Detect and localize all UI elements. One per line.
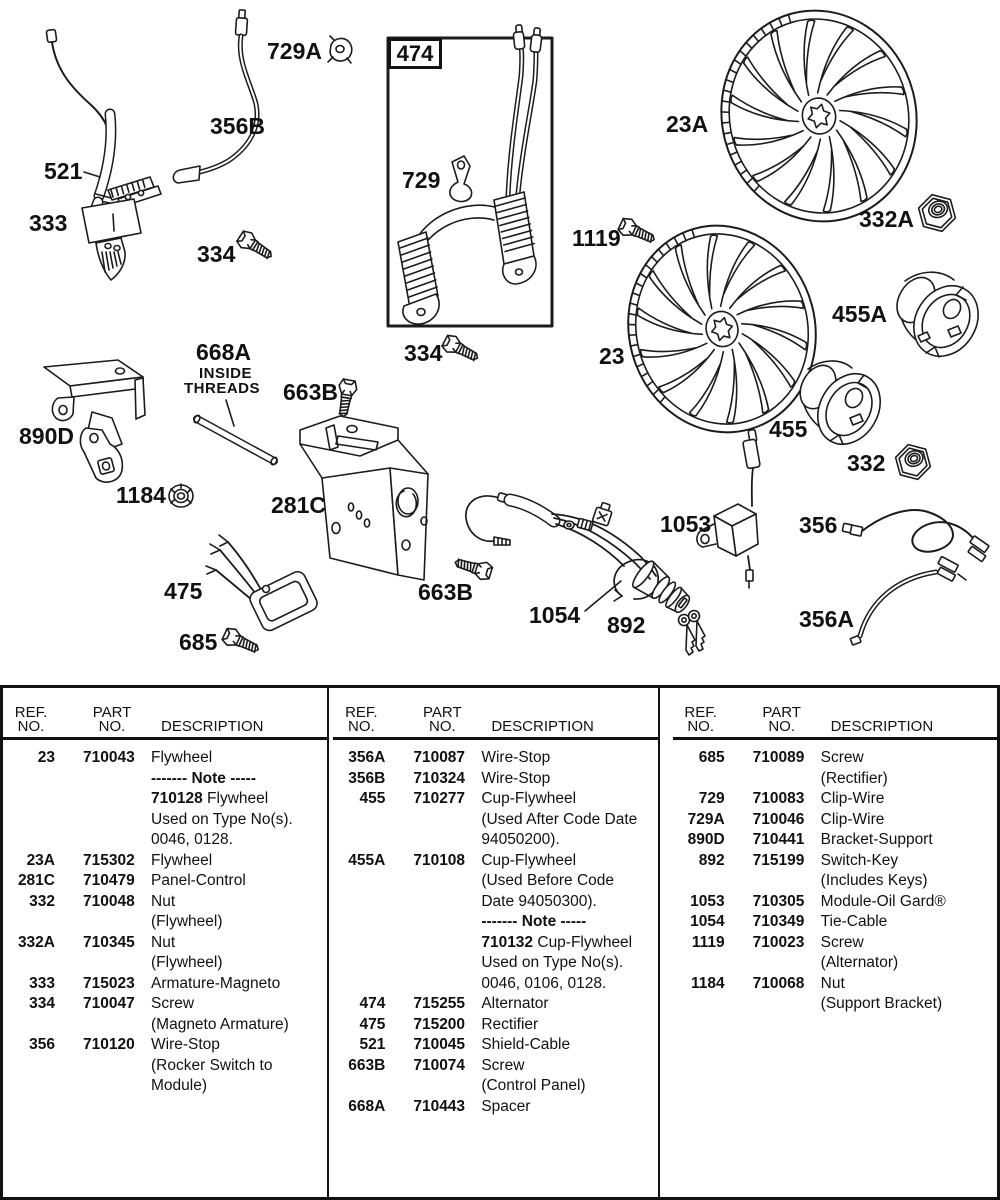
parts-table-row: 455A 710108 Cup-Flywheel [348,851,577,869]
alternator-box-label: 474 [388,38,442,69]
parts-table-row: 332A 710345 Nut [17,933,176,951]
part-label-1054: 1054 [529,602,581,628]
part-label-23: 23 [599,343,625,369]
part-label-356a: 356A [799,606,854,632]
part-label-1184: 1184 [116,482,166,508]
parts-table-row: 475 715200 Rectifier [359,1015,539,1033]
parts-table-row: Module) [151,1077,207,1094]
parts-table-row: (Rectifier) [820,769,888,787]
parts-table-row: 1054 710349 Tie-Cable [690,913,888,930]
part-label-890d: 890D [19,423,74,449]
part-no-header: PART NO. [423,704,462,735]
description-header: DESCRIPTION [830,718,934,735]
parts-table-row: 0046, 0128. [151,831,233,848]
parts-table-row: 668A 710443 Spacer [348,1097,531,1115]
parts-table-row: 281C 710479 Panel-Control [17,872,246,889]
parts-table-row: 1053 710305 Module-Oil Gard® [690,892,946,910]
part-label-threads: THREADS [184,380,261,397]
parts-table-row: (Support Bracket) [820,995,943,1012]
part-label-455a: 455A [832,301,887,327]
parts-table-row: 356A 710087 Wire-Stop [348,749,551,766]
parts-table-row: Used on Type No(s). [151,810,293,828]
part-label-332a: 332A [859,206,914,232]
parts-table-row: 890D 710441 Bracket-Support [687,831,933,848]
part-label-356: 356 [799,512,838,538]
parts-table-row: (Flywheel) [151,954,223,971]
parts-table-row: ------- Note ----- [481,913,587,930]
parts-table-row: 23A 715302 Flywheel [26,851,213,869]
parts-table-row: 455 710277 Cup-Flywheel [359,790,577,807]
parts-table-row: 685 710089 Screw [698,749,864,766]
part-label-668a: 668A [196,339,251,365]
part-label-356b: 356B [210,113,265,139]
ref-no-header: REF. NO. [684,704,717,735]
table-header [333,688,657,740]
parts-table-row: (Magneto Armature) [151,1015,289,1033]
table-body [3,740,327,1097]
part-label-892: 892 [607,612,646,638]
table-header [673,688,997,740]
parts-table-row: 334 710047 Screw [29,995,195,1012]
parts-table-row: 729A 710046 Clip-Wire [687,810,885,828]
parts-table-row: (Used After Code Date [481,810,638,828]
parts-table [0,685,1000,1200]
part-no-header: PART NO. [92,704,132,735]
part-no-header: PART NO. [762,704,801,735]
parts-table-column-3 [660,688,997,1197]
parts-table-row: (Control Panel) [481,1077,586,1094]
parts-table-row: 710128 Flywheel [151,790,269,807]
part-label-281c: 281C [271,492,326,518]
parts-table-row: (Used Before Code [481,872,615,889]
parts-table-row: (Alternator) [820,954,899,971]
parts-table-row: 521 710045 Shield-Cable [359,1036,571,1053]
parts-table-row: Date 94050300). [481,892,597,910]
part-label-inside: INSIDE [199,365,253,382]
description-header: DESCRIPTION [491,718,594,735]
ref-no-header: REF. NO. [14,704,48,735]
part-label-729a: 729A [267,38,322,64]
parts-table-row: 892 715199 Switch-Key [698,851,899,869]
parts-table-row: 333 715023 Armature-Magneto [29,974,281,992]
table-header [3,688,327,740]
part-label-334: 334 [197,241,236,267]
parts-table-row: 710132 Cup-Flywheel [481,933,633,951]
part-label-663b-1: 663B [418,579,473,605]
table-body [673,740,997,1015]
part-label-333: 333 [29,210,68,236]
parts-table-row: 356 710120 Wire-Stop [29,1036,220,1053]
parts-table-row: 1184 710068 Nut [691,974,845,992]
part-label-23a: 23A [666,111,709,137]
part-label-521: 521 [44,158,83,184]
description-header: DESCRIPTION [161,718,264,735]
parts-table-row: 1119 710023 Screw [691,933,864,951]
parts-table-row: 356B 710324 Wire-Stop [348,769,551,787]
ref-no-header: REF. NO. [345,704,378,735]
parts-table-row: 474 715255 Alternator [359,995,549,1012]
parts-table-row: 0046, 0106, 0128. [481,974,607,992]
parts-table-row: ------- Note ----- [151,769,256,787]
part-label-1053: 1053 [660,511,712,537]
part-label-334-1: 334 [404,340,443,366]
parts-table-row: 23 710043 Flywheel [37,749,213,766]
part-label-729: 729 [402,167,441,193]
parts-table-column-2 [329,688,659,1197]
parts-table-row: (Rocker Switch to [151,1056,273,1074]
parts-table-row: Used on Type No(s). [481,954,624,971]
table-body [333,740,657,1117]
part-label-685: 685 [179,629,218,655]
part-label-475: 475 [164,578,203,604]
parts-table-row: (Includes Keys) [820,872,928,889]
parts-table-column-1 [3,688,329,1197]
part-label-332: 332 [847,450,886,476]
part-label-1119: 1119 [572,225,621,251]
part-label-455: 455 [769,416,808,442]
parts-table-row: (Flywheel) [151,913,223,930]
parts-table-row: 729 710083 Clip-Wire [698,790,885,807]
parts-table-row: 94050200). [481,831,560,848]
parts-table-row: 332 710048 Nut [29,892,176,910]
part-label-663b: 663B [283,379,338,405]
parts-table-row: 663B 710074 Screw [348,1056,525,1074]
